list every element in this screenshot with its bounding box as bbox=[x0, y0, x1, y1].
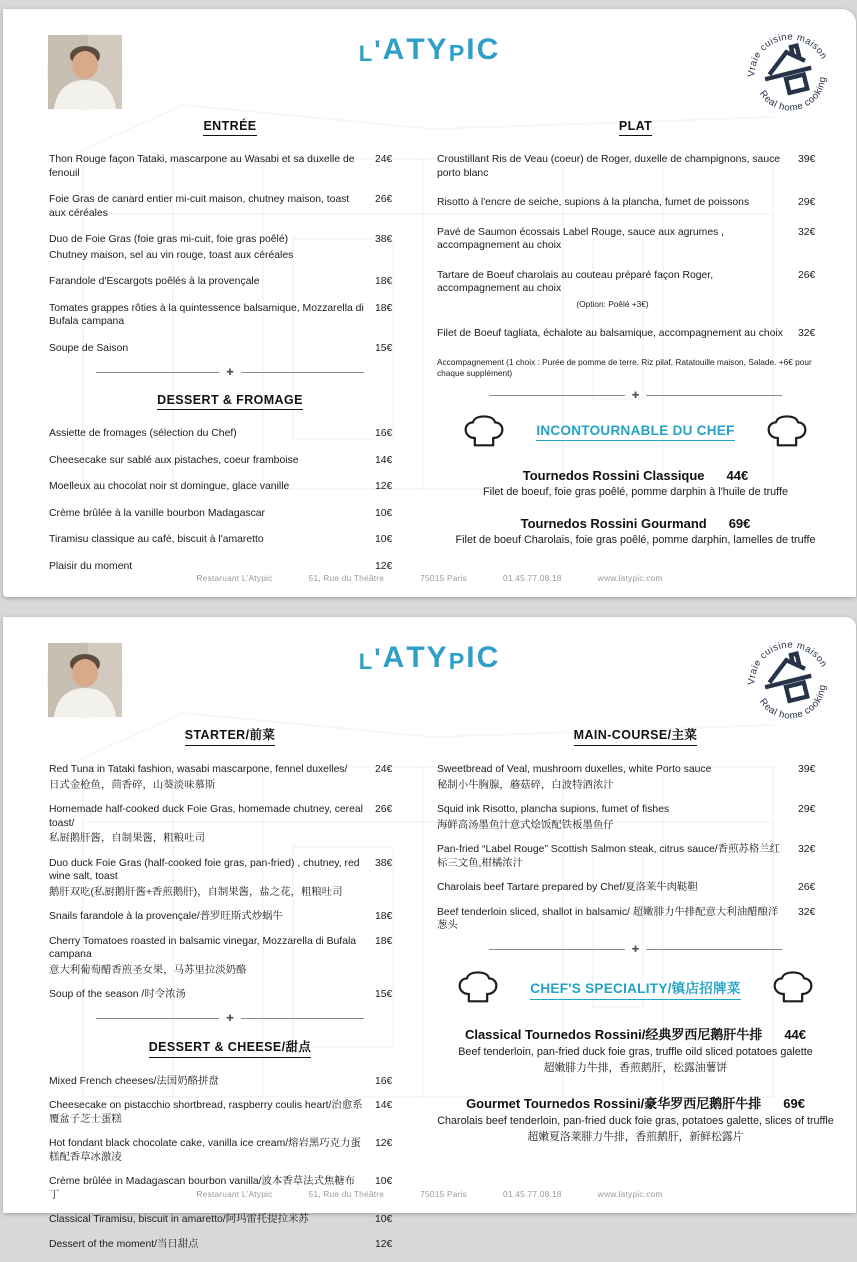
menu-page-french bbox=[3, 9, 856, 597]
menu-item-price: 18€ bbox=[375, 276, 393, 287]
menu-item-price: 16€ bbox=[375, 428, 393, 439]
menu-columns bbox=[3, 713, 856, 1262]
menu-item bbox=[437, 269, 834, 312]
menu-item-text bbox=[49, 1213, 375, 1227]
menu-item-translation: 私厨鹅肝酱，自制果酱，粗粮吐司 bbox=[49, 833, 205, 844]
menu-item-text bbox=[437, 763, 798, 792]
menu-item bbox=[49, 427, 411, 441]
footer-city: 75015 Paris bbox=[420, 1189, 468, 1199]
menu-item-name: Red Tuna in Tataki fashion, wasabi mascarpone, fennel duxelles/ bbox=[49, 764, 348, 775]
chef-special-desc: Charolais beef tenderloin, pan-fried duck foie gras, potatoes galette, slices of truffle bbox=[437, 1114, 834, 1127]
menu-item-name: Filet de Boeuf tagliata, échalote au balsamique, accompagnement au choix bbox=[437, 328, 783, 339]
menu-item-name: Croustillant Ris de Veau (coeur) de Roger, duxelle de champignons, sauce porto blanc bbox=[437, 154, 781, 179]
chef-special-heading bbox=[437, 414, 834, 451]
footer-city: 75015 Paris bbox=[420, 573, 468, 583]
menu-item-text bbox=[49, 1137, 375, 1164]
menu-item-name: Tartare de Boeuf charolais au couteau préparé façon Roger, accompagnement au choix bbox=[437, 269, 714, 294]
menu-item-name: Hot fondant black chocolate cake, vanilla ice cream/熔岩黑巧克力蛋糕配香草冰激凌 bbox=[49, 1138, 361, 1163]
menu-item-price: 32€ bbox=[798, 844, 816, 855]
menu-item-translation: 日式金枪鱼，茴香碎，山葵淡味慕斯 bbox=[49, 779, 216, 791]
page-footer bbox=[3, 1189, 856, 1199]
menu-item-name: Tomates grappes rôties à la quintessence balsamique, Mozzarella di Bufala campana bbox=[49, 302, 364, 327]
menu-item bbox=[49, 275, 411, 289]
menu-item bbox=[49, 480, 411, 494]
chef-special-item bbox=[437, 468, 834, 500]
menu-item-price: 12€ bbox=[375, 481, 393, 492]
left-column bbox=[49, 713, 411, 1262]
menu-item-name: Foie Gras de canard entier mi-cuit maison, chutney maison, toast aux céréales bbox=[49, 194, 350, 219]
chef-special-heading bbox=[437, 970, 834, 1007]
page-footer bbox=[3, 573, 856, 583]
footer-restaurant-name: Restaruant L'Atypic bbox=[196, 573, 273, 583]
menu-item-price: 14€ bbox=[375, 1100, 393, 1111]
menu-item-price: 24€ bbox=[375, 764, 393, 775]
entree-item-list bbox=[49, 153, 411, 355]
footer-phone: 01.45.77.08.18 bbox=[503, 1189, 562, 1199]
section-heading-entree bbox=[49, 117, 411, 136]
menu-item bbox=[49, 454, 411, 468]
menu-item bbox=[437, 327, 834, 341]
chef-special-item bbox=[437, 516, 834, 548]
menu-item-price: 26€ bbox=[375, 804, 393, 815]
menu-item-text bbox=[49, 763, 375, 792]
chef-special-item bbox=[437, 1093, 834, 1145]
menu-item-price: 26€ bbox=[798, 269, 816, 281]
chef-hat-icon bbox=[771, 970, 815, 1007]
menu-item-name: Dessert of the moment/当日甜点 bbox=[49, 1238, 199, 1250]
menu-item bbox=[437, 153, 834, 180]
menu-item-price: 18€ bbox=[375, 302, 393, 314]
menu-columns bbox=[3, 105, 856, 586]
menu-item-price: 29€ bbox=[798, 804, 816, 815]
menu-item-name: Squid ink Risotto, plancha supions, fumet of fishes bbox=[437, 804, 670, 815]
section-divider bbox=[96, 1014, 364, 1023]
menu-item-price: 39€ bbox=[798, 154, 816, 165]
menu-item-text bbox=[49, 533, 375, 547]
menu-item bbox=[49, 1238, 411, 1252]
menu-item-text bbox=[49, 302, 375, 329]
divider-ornament-icon: ✚ bbox=[631, 943, 640, 954]
menu-item bbox=[437, 803, 834, 832]
menu-item-name: Farandole d'Escargots poêlés à la provençale bbox=[49, 276, 260, 287]
menu-item-translation: 海鲜高汤墨鱼汁意式烩饭配铁板墨鱼仔 bbox=[437, 819, 614, 831]
menu-item-text bbox=[49, 988, 375, 1002]
menu-item-name: Soup of the season /时令浓汤 bbox=[49, 989, 186, 1000]
menu-item-text bbox=[49, 480, 375, 494]
menu-item-text bbox=[49, 275, 375, 289]
left-column bbox=[49, 105, 411, 586]
menu-item-text bbox=[49, 233, 375, 262]
right-column bbox=[437, 713, 834, 1145]
menu-item-name: Plaisir du moment bbox=[49, 560, 133, 572]
side-dishes-note: Accompagnement (1 choix : Purée de pomme de terre, Riz pilaf, Ratatouille maison, Salade. +6€ pour chaque supplément) bbox=[437, 356, 812, 378]
menu-item bbox=[49, 803, 411, 846]
menu-item-text bbox=[437, 906, 798, 933]
svg-text:Vraie cuisine maison: Vraie cuisine maison bbox=[746, 31, 830, 77]
menu-item-name: Thon Rouge façon Tataki, mascarpone au Wasabi et sa duxelle de fenouil bbox=[49, 154, 355, 179]
menu-item bbox=[437, 906, 834, 933]
menu-item-name: Mixed French cheeses/法国奶酪拼盘 bbox=[49, 1075, 219, 1087]
chef-special-price: 69€ bbox=[728, 516, 751, 531]
menu-item-text bbox=[49, 910, 375, 924]
chef-special-title: CHEF'S SPECIALITY/镇店招牌菜 bbox=[530, 977, 740, 1000]
chef-special-name bbox=[437, 516, 834, 531]
menu-item-text bbox=[49, 1075, 375, 1089]
menu-item-text bbox=[49, 1099, 375, 1126]
menu-item bbox=[437, 843, 834, 870]
menu-item-name: Crème brûlée à la vanille bourbon Madagascar bbox=[49, 507, 266, 519]
menu-item bbox=[49, 857, 411, 900]
menu-item-name: Homemade half-cooked duck Foie Gras, homemade chutney, cereal toast/ bbox=[49, 804, 363, 829]
divider-ornament-icon: ✚ bbox=[226, 367, 234, 377]
menu-item-price: 10€ bbox=[375, 507, 393, 519]
menu-item bbox=[49, 233, 411, 262]
dessert-item-list bbox=[49, 427, 411, 573]
menu-item-translation: Chutney maison, sel au vin rouge, toast aux céréales bbox=[49, 249, 294, 261]
menu-item-price: 38€ bbox=[375, 857, 393, 869]
menu-item-price: 12€ bbox=[375, 1238, 393, 1250]
chef-special-name bbox=[437, 468, 834, 483]
page-gap bbox=[0, 597, 857, 617]
menu-item-price: 16€ bbox=[375, 1075, 393, 1087]
menu-item-text bbox=[49, 935, 375, 978]
menu-item-price: 38€ bbox=[375, 234, 393, 245]
menu-item bbox=[437, 196, 834, 210]
page-header bbox=[3, 9, 856, 114]
chef-special-desc: Beef tenderloin, pan-fried duck foie gras, truffle oild sliced potatoes galette bbox=[458, 1045, 813, 1058]
menu-item-price: 24€ bbox=[375, 154, 393, 165]
menu-item-text bbox=[49, 803, 375, 846]
menu-item-name: Classical Tiramisu, biscuit in amaretto/阿玛雷托提拉米苏 bbox=[49, 1214, 309, 1225]
menu-page-bilingual bbox=[3, 617, 856, 1250]
section-title: DESSERT & CHEESE/甜点 bbox=[149, 1037, 312, 1058]
right-column bbox=[437, 105, 834, 548]
chef-hat-icon bbox=[456, 970, 500, 1007]
menu-item-price: 10€ bbox=[375, 534, 393, 545]
menu-item-name: Assiette de fromages (sélection du Chef) bbox=[49, 428, 237, 439]
chef-special-section bbox=[437, 414, 834, 548]
menu-item-name: Cheesecake on pistacchio shortbread, raspberry coulis heart/治愈系覆盆子芝士蛋糕 bbox=[49, 1100, 363, 1125]
chef-special-price: 69€ bbox=[783, 1095, 805, 1111]
menu-item-text bbox=[437, 153, 798, 180]
menu-item-text bbox=[437, 881, 798, 895]
menu-item-name: Tiramisu classique au café, biscuit à l'amaretto bbox=[49, 534, 264, 545]
menu-item-text bbox=[49, 560, 375, 574]
svg-text:Vraie cuisine maison: Vraie cuisine maison bbox=[746, 639, 830, 685]
menu-item bbox=[49, 560, 411, 574]
footer-website: www.latypic.com bbox=[597, 1189, 663, 1199]
plat-item-list bbox=[437, 153, 834, 341]
menu-item-price: 29€ bbox=[798, 197, 816, 208]
menu-item-translation: 鹅肝双吃(私厨鹅肝酱+香煎鹅肝)，自制果酱，盐之花，粗粮吐司 bbox=[49, 886, 343, 898]
house-icon bbox=[761, 44, 814, 97]
menu-item bbox=[49, 910, 411, 924]
section-divider bbox=[96, 368, 364, 377]
chef-hat-icon bbox=[462, 414, 506, 451]
menu-item-name: Cheesecake sur sablé aux pistaches, coeur framboise bbox=[49, 454, 299, 466]
menu-item-name: Snails farandole à la provençale/普罗旺斯式炒蜗牛 bbox=[49, 911, 283, 922]
footer-website: www.latypic.com bbox=[597, 573, 663, 583]
menu-item-price: 26€ bbox=[798, 882, 816, 893]
menu-item-price: 26€ bbox=[375, 194, 393, 205]
menu-item-name: Soupe de Saison bbox=[49, 342, 129, 354]
dessert-item-list bbox=[49, 1075, 411, 1252]
menu-item bbox=[49, 1075, 411, 1089]
menu-item bbox=[437, 881, 834, 895]
menu-item-price: 32€ bbox=[798, 226, 816, 238]
menu-item-text bbox=[49, 857, 375, 900]
chef-special-title: INCONTOURNABLE DU CHEF bbox=[536, 423, 734, 441]
menu-item-text bbox=[49, 507, 375, 521]
chef-special-desc: 超嫩夏洛莱腓力牛排，香煎鹅肝，新鲜松露片 bbox=[527, 1131, 744, 1143]
chef-special-desc: Filet de boeuf, foie gras poêlé, pomme darphin à l'huile de truffe bbox=[483, 485, 788, 498]
menu-item bbox=[49, 533, 411, 547]
menu-item-price: 14€ bbox=[375, 454, 393, 466]
house-icon bbox=[761, 652, 814, 705]
menu-item bbox=[49, 1213, 411, 1227]
section-heading-dessert-cheese bbox=[49, 1037, 411, 1058]
menu-item bbox=[49, 507, 411, 521]
menu-item-price: 15€ bbox=[375, 342, 393, 354]
menu-item bbox=[437, 226, 834, 253]
footer-phone: 01.45.77.08.18 bbox=[503, 573, 562, 583]
chef-special-dish: Tournedos Rossini Gourmand bbox=[520, 516, 707, 531]
menu-item-text bbox=[49, 454, 375, 468]
menu-item-name: Moelleux au chocolat noir st domingue, glace vanille bbox=[49, 481, 290, 492]
menu-item-price: 12€ bbox=[375, 560, 393, 572]
menu-item-name: Sweetbread of Veal, mushroom duxelles, white Porto sauce bbox=[437, 764, 712, 775]
menu-item-translation: 秘制小牛胸腺，蘑菇碎，白波特酒浓汁 bbox=[437, 779, 614, 791]
menu-item bbox=[49, 935, 411, 978]
section-title: STARTER/前菜 bbox=[185, 725, 276, 746]
svg-text:Real home cooking: Real home cooking bbox=[757, 683, 829, 722]
chef-special-name bbox=[437, 1093, 834, 1112]
menu-item-price: 32€ bbox=[798, 906, 816, 918]
divider-ornament-icon: ✚ bbox=[226, 1012, 234, 1023]
menu-item-price: 32€ bbox=[798, 328, 816, 339]
section-title: MAIN-COURSE/主菜 bbox=[574, 725, 698, 746]
menu-item-name: Beef tenderloin sliced, shallot in balsamic/ 超嫩腓力牛排配意大利油醋酿洋葱头 bbox=[437, 906, 779, 931]
footer-restaurant-name: Restaruant L'Atypic bbox=[196, 1189, 273, 1199]
page-header bbox=[3, 617, 856, 722]
menu-item-text bbox=[49, 1238, 375, 1252]
section-title: DESSERT & FROMAGE bbox=[157, 393, 303, 410]
menu-item bbox=[49, 988, 411, 1002]
section-title: ENTRÉE bbox=[203, 119, 256, 136]
footer-address: 51, Rue du Théâtre bbox=[308, 1189, 385, 1199]
menu-item bbox=[49, 302, 411, 329]
menu-item-name: Duo duck Foie Gras (half-cooked foie gras, pan-fried) , chutney, red wine salt, toast bbox=[49, 857, 360, 882]
menu-item-price: 18€ bbox=[375, 911, 393, 922]
menu-item-text bbox=[437, 196, 798, 210]
main-course-item-list bbox=[437, 763, 834, 933]
starter-item-list bbox=[49, 763, 411, 1002]
menu-item-text bbox=[49, 342, 375, 356]
menu-item-name: Risotto à l'encre de seiche, supions à la plancha, fumet de poissons bbox=[437, 197, 750, 208]
menu-item-name: Cherry Tomatoes roasted in balsamic vinegar, Mozzarella di Bufala campana bbox=[49, 935, 357, 960]
menu-item-text bbox=[437, 269, 798, 312]
section-heading-dessert-fromage bbox=[49, 391, 411, 410]
chef-special-price: 44€ bbox=[784, 1026, 807, 1042]
menu-item-text bbox=[437, 843, 798, 870]
menu-item-name: Charolais beef Tartare prepared by Chef/夏洛莱牛肉鞑靼 bbox=[437, 882, 698, 893]
chef-special-dish: Classical Tournedos Rossini/经典罗西尼鹅肝牛排 bbox=[464, 1026, 763, 1042]
chef-special-name bbox=[437, 1024, 834, 1043]
chef-special-item bbox=[437, 1024, 834, 1076]
menu-item-price: 12€ bbox=[375, 1138, 393, 1149]
section-heading-starter bbox=[49, 725, 411, 746]
menu-item bbox=[49, 342, 411, 356]
menu-item-text bbox=[49, 153, 375, 180]
menu-item-price: 39€ bbox=[798, 764, 816, 775]
menu-item bbox=[49, 763, 411, 792]
menu-item bbox=[49, 1137, 411, 1164]
menu-item-price: 10€ bbox=[375, 1176, 393, 1187]
menu-item-text bbox=[437, 803, 798, 832]
menu-item-text bbox=[49, 193, 375, 220]
footer-address: 51, Rue du Théâtre bbox=[308, 573, 385, 583]
menu-item-text bbox=[49, 427, 375, 441]
menu-item-translation: 意大利葡萄醋香煎圣女果，马苏里拉淡奶酪 bbox=[49, 964, 247, 976]
menu-item bbox=[49, 153, 411, 180]
chef-special-dish: Gourmet Tournedos Rossini/豪华罗西尼鹅肝牛排 bbox=[466, 1095, 762, 1111]
chef-special-section bbox=[437, 970, 834, 1145]
chef-hat-icon bbox=[765, 414, 809, 451]
chef-special-dish: Tournedos Rossini Classique bbox=[522, 467, 705, 483]
menu-item bbox=[49, 1099, 411, 1126]
chef-special-list bbox=[437, 1024, 834, 1145]
menu-item-name: Pan-fried “Label Rouge” Scottish Salmon steak, citrus sauce/香煎苏格兰红标三文鱼,柑橘浓汁 bbox=[437, 844, 781, 869]
restaurant-logo: L'ATYPIC bbox=[358, 33, 501, 66]
chef-special-price: 44€ bbox=[726, 467, 749, 483]
chef-special-desc: Filet de boeuf Charolais, foie gras poêlé, pomme darphin, lamelles de truffe bbox=[455, 534, 816, 546]
menu-item-name: Pavé de Saumon écossais Label Rouge, sauce aux agrumes , accompagnement au choix bbox=[437, 226, 725, 251]
section-divider bbox=[489, 945, 783, 954]
section-title: PLAT bbox=[619, 119, 652, 136]
menu-item bbox=[437, 763, 834, 792]
svg-text:Real home cooking: Real home cooking bbox=[757, 75, 829, 114]
section-divider bbox=[489, 391, 783, 400]
menu-item-text bbox=[437, 226, 798, 253]
chef-special-desc: 超嫩腓力牛排，香煎鹅肝，松露油薯饼 bbox=[543, 1062, 728, 1074]
menu-item bbox=[49, 193, 411, 220]
menu-item-price: 18€ bbox=[375, 935, 393, 947]
chef-special-list bbox=[437, 468, 834, 548]
menu-item-price: 10€ bbox=[375, 1214, 393, 1225]
menu-item-option-note: (Option: Poêlé +3€) bbox=[576, 298, 649, 309]
menu-item-name: Crème brûlée in Madagascan bourbon vanilla/波本香草法式焦糖布丁 bbox=[49, 1176, 356, 1201]
menu-item-text bbox=[437, 327, 798, 341]
menu-item-price: 15€ bbox=[375, 989, 393, 1000]
divider-ornament-icon: ✚ bbox=[631, 389, 640, 400]
restaurant-logo: L'ATYPIC bbox=[358, 641, 501, 674]
menu-item-name: Duo de Foie Gras (foie gras mi-cuit, foie gras poêlé) bbox=[49, 234, 289, 245]
